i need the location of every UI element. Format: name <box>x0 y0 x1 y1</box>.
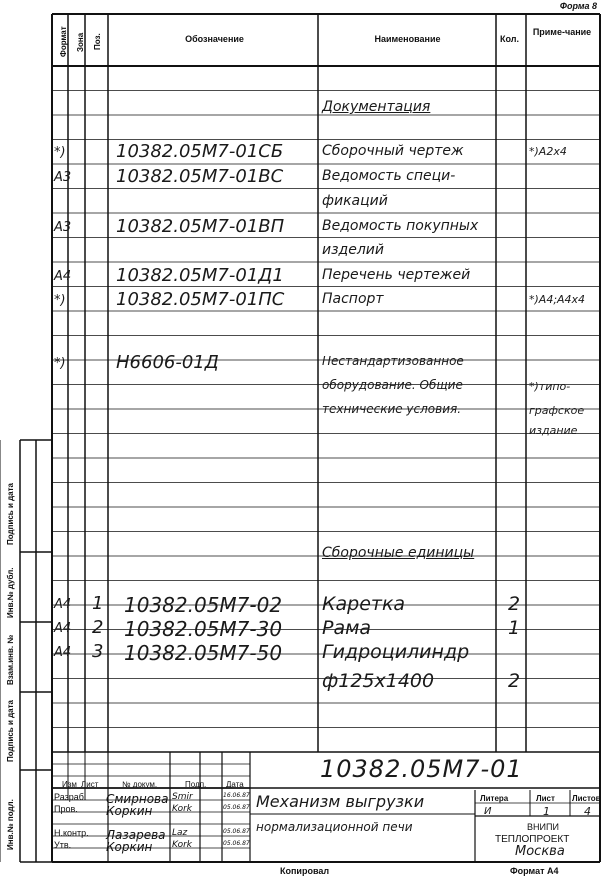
row-name: технические условия. <box>322 402 462 416</box>
row-qty: 2 <box>508 593 521 615</box>
title-line1: Механизм выгрузки <box>256 792 425 811</box>
row-name: Нестандартизованное <box>322 354 464 368</box>
row-qty: 1 <box>508 617 521 639</box>
row-format: А4 <box>54 621 72 636</box>
row-format: А4 <box>54 269 72 284</box>
row-note: *)А4;А4х4 <box>529 293 586 306</box>
row-name: Сборочные единицы <box>322 545 475 561</box>
signature-name: Лазарева <box>106 828 166 842</box>
row-format: *) <box>54 145 66 160</box>
row-name: Ведомость специ- <box>322 168 456 184</box>
org-line1: ВНИПИ <box>527 822 559 832</box>
row-name: Сборочный чертеж <box>322 143 464 159</box>
row-format: А3 <box>54 170 72 185</box>
header-name: Наименование <box>374 34 441 44</box>
row-format: *) <box>54 356 66 371</box>
row-position: 3 <box>92 641 104 662</box>
signature-role: Пров. <box>54 804 78 814</box>
signature-role: Разраб. <box>54 792 87 802</box>
row-name: Паспорт <box>322 291 384 307</box>
header-zone: Зона <box>76 32 85 52</box>
row-note: *)типо- <box>529 380 571 393</box>
row-designation: 10382.05М7-01СБ <box>116 141 284 162</box>
header-format: Формат <box>59 26 68 57</box>
signature-sign: Kork <box>172 804 192 814</box>
row-name: изделий <box>322 242 384 258</box>
row-note: графское <box>529 404 585 417</box>
side-label: Взам.инв. № <box>6 634 15 685</box>
signature-date: 05.06.87 <box>223 828 250 835</box>
row-format: А3 <box>54 220 72 235</box>
row-qty: 2 <box>508 670 521 692</box>
col-sign: Подп. <box>185 780 207 789</box>
litera-label: Литера <box>480 794 509 803</box>
row-designation: 10382.05М7-30 <box>124 617 283 641</box>
footer-copied: Копировал <box>280 866 330 876</box>
org-line3: Москва <box>515 844 565 859</box>
row-name: Гидроцилиндр <box>322 641 470 663</box>
title-line2: нормализационной печи <box>256 820 413 834</box>
header-note: Приме-чание <box>532 27 592 37</box>
signature-sign: Kork <box>172 840 192 850</box>
signature-role: Утв. <box>54 840 72 850</box>
header-pos: Поз. <box>93 33 102 50</box>
side-label: Подпись и дата <box>6 483 15 545</box>
row-designation: 10382.05М7-02 <box>124 593 283 617</box>
header-designation: Обозначение <box>185 34 244 44</box>
signature-name: Коркин <box>106 804 153 818</box>
row-name: оборудование. Общие <box>322 378 463 392</box>
row-name: Ведомость покупных <box>322 218 479 234</box>
signature-name: Коркин <box>106 840 153 854</box>
signature-date: 05.06.87 <box>223 804 250 811</box>
signature-sign: Laz <box>172 828 188 838</box>
row-position: 2 <box>92 617 104 638</box>
sheet-value: 1 <box>543 805 550 818</box>
row-format: *) <box>54 293 66 308</box>
side-label: Инв.№ подл. <box>6 799 15 850</box>
col-date: Дата <box>226 780 244 789</box>
row-designation: Н6606-01Д <box>116 352 219 373</box>
signature-name: Смирнова <box>106 792 169 806</box>
row-designation: 10382.05М7-50 <box>124 641 283 665</box>
signature-role: Н.контр. <box>54 828 89 838</box>
row-name: фикаций <box>322 193 388 209</box>
row-format: А4 <box>54 597 72 612</box>
form-label: Форма 8 <box>559 1 597 11</box>
row-name: Каретка <box>322 593 406 615</box>
col-list: Лист <box>81 780 99 789</box>
litera-value: И <box>484 806 492 817</box>
org-line2: ТЕПЛОПРОЕКТ <box>495 834 570 845</box>
row-format: А4 <box>54 645 72 660</box>
signature-date: 05.06.87 <box>223 840 250 847</box>
row-designation: 10382.05М7-01Д1 <box>116 265 284 286</box>
row-name: Перечень чертежей <box>322 267 471 283</box>
doc-number: 10382.05М7-01 <box>320 755 523 783</box>
row-name: ф125х1400 <box>322 670 435 692</box>
sheets-label: Листов <box>572 794 601 803</box>
row-position: 1 <box>92 593 104 614</box>
sheet-label: Лист <box>536 794 555 803</box>
row-note: издание <box>529 424 578 437</box>
row-designation: 10382.05М7-01ВП <box>116 216 285 237</box>
footer-format: Формат А4 <box>510 866 559 876</box>
side-label: Подпись и дата <box>6 700 15 762</box>
sheets-value: 4 <box>584 805 591 818</box>
col-docnum: № докум. <box>122 780 158 789</box>
row-name: Рама <box>322 617 372 639</box>
col-izm: Изм <box>62 780 77 789</box>
row-name: Документация <box>322 99 431 115</box>
signature-sign: Smir <box>172 792 193 802</box>
signature-date: 16.06.87 <box>223 792 250 799</box>
side-label: Инв.№ дубл. <box>6 567 15 618</box>
row-designation: 10382.05М7-01ПС <box>116 289 285 310</box>
row-designation: 10382.05М7-01ВС <box>116 166 284 187</box>
header-qty: Кол. <box>500 34 519 44</box>
row-note: *)А2х4 <box>529 145 567 158</box>
